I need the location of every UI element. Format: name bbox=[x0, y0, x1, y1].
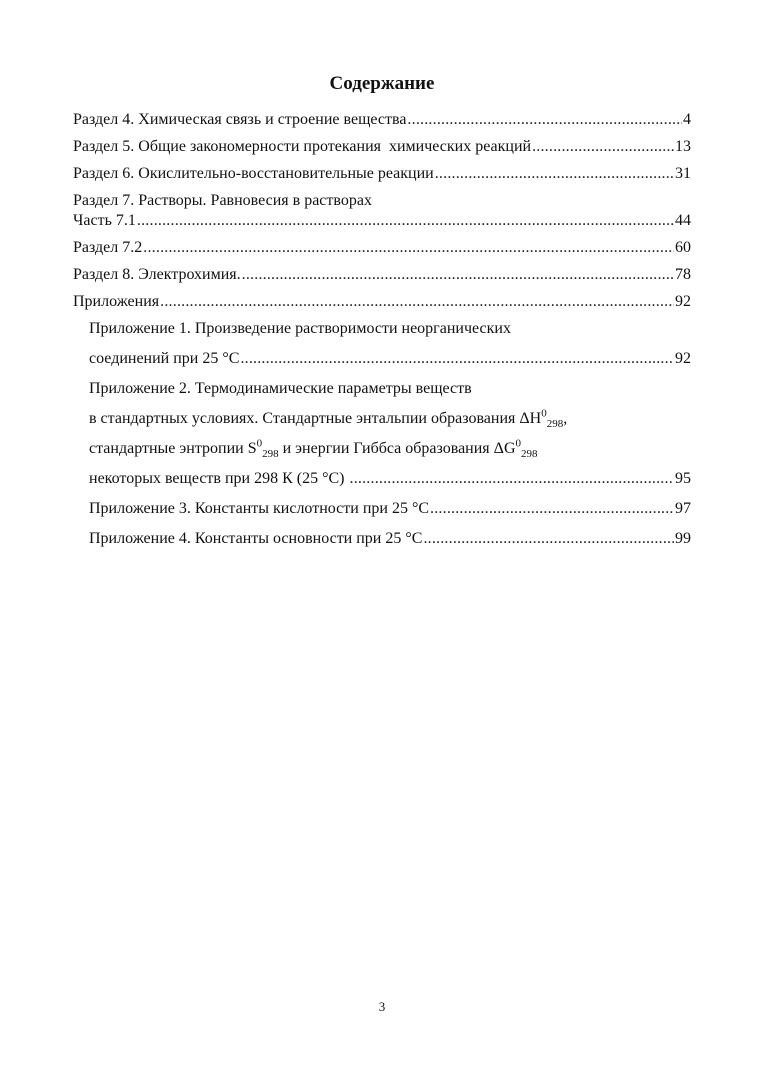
dot-leader bbox=[160, 292, 674, 312]
toc-entry-appendix-2-line-3 bbox=[73, 439, 691, 469]
superscript: 0 bbox=[256, 439, 263, 450]
dot-leader bbox=[137, 211, 674, 231]
toc-entry-part-7-1[interactable] bbox=[73, 211, 691, 238]
dot-leader bbox=[143, 238, 674, 258]
toc-entry-label: Раздел 8. Электрохимия. bbox=[73, 266, 241, 283]
dot-leader bbox=[240, 349, 674, 369]
toc-entry-label: Раздел 4. Химическая связь и строение вещества bbox=[73, 111, 407, 128]
text-run: стандартные энтропии S bbox=[89, 440, 257, 457]
toc-entry-appendix-4[interactable] bbox=[73, 529, 691, 559]
toc-page-number: 13 bbox=[675, 138, 691, 155]
dot-leader bbox=[423, 529, 674, 549]
toc-entry-label: Приложение 2. Термодинамические параметры веществ bbox=[89, 380, 472, 397]
toc-entry-label: Приложения bbox=[73, 293, 160, 310]
toc-entry-section-7[interactable] bbox=[73, 191, 691, 211]
superscript: 0 bbox=[541, 409, 547, 420]
toc-entry-label bbox=[89, 409, 567, 429]
toc-entry-appendix-2-line-4[interactable] bbox=[73, 469, 691, 499]
dot-leader bbox=[435, 164, 674, 184]
toc-entry-label: Приложение 3. Константы кислотности при 25 °C bbox=[89, 500, 430, 517]
dot-leader bbox=[350, 469, 675, 489]
page-number: 3 bbox=[378, 999, 386, 1014]
toc-entry-section-7-2[interactable] bbox=[73, 238, 691, 265]
dot-leader bbox=[407, 110, 682, 130]
toc-entry-label: некоторых веществ при 298 К (25 °C) bbox=[89, 470, 349, 487]
text-run: , bbox=[563, 410, 568, 427]
toc-entry-label: Часть 7.1 bbox=[73, 212, 136, 229]
toc-page-number: 99 bbox=[675, 530, 691, 547]
toc-page-number: 31 bbox=[675, 165, 691, 182]
toc-entry-appendix-2-line-2 bbox=[73, 409, 691, 439]
toc-entry-appendix-2[interactable] bbox=[73, 379, 691, 409]
toc-entry-section-8[interactable] bbox=[73, 265, 691, 292]
toc-entry-appendix-1-cont[interactable] bbox=[73, 349, 691, 379]
toc-entry-label: Раздел 7.2 bbox=[73, 239, 143, 256]
toc-page-number: 44 bbox=[675, 212, 691, 229]
toc-page-number: 60 bbox=[675, 239, 691, 256]
table-of-contents bbox=[73, 110, 691, 559]
dot-leader bbox=[532, 137, 674, 157]
page-title: Содержание bbox=[329, 73, 435, 94]
dot-leader bbox=[242, 265, 674, 285]
text-run: и энергии Гиббса образования ΔG bbox=[278, 440, 516, 457]
toc-page-number: 92 bbox=[675, 293, 691, 310]
toc-page-number: 92 bbox=[675, 350, 691, 367]
toc-entry-label: соединений при 25 °C bbox=[89, 350, 240, 367]
toc-page-number: 78 bbox=[675, 266, 691, 283]
toc-entry-appendix-1[interactable] bbox=[73, 319, 691, 349]
subscript: 298 bbox=[546, 418, 564, 431]
toc-entry-label: Приложение 1. Произведение растворимости неорганических bbox=[89, 320, 511, 337]
toc-entry-section-4[interactable] bbox=[73, 110, 691, 137]
toc-entry-label: Приложение 4. Константы основности при 25 °C bbox=[89, 530, 423, 547]
toc-page-number: 4 bbox=[683, 111, 691, 128]
subscript: 298 bbox=[262, 448, 279, 461]
toc-entry-label bbox=[89, 439, 538, 459]
toc-entry-label: Раздел 6. Окислительно-восстановительные реакции bbox=[73, 165, 434, 182]
toc-entry-appendix-3[interactable] bbox=[73, 499, 691, 529]
toc-entry-appendices[interactable] bbox=[73, 292, 691, 319]
superscript: 0 bbox=[515, 439, 521, 450]
toc-page-number: 97 bbox=[675, 500, 691, 517]
subscript: 298 bbox=[521, 448, 538, 461]
dot-leader bbox=[430, 499, 674, 519]
toc-entry-section-6[interactable] bbox=[73, 164, 691, 191]
toc-page-number: 95 bbox=[675, 470, 691, 487]
toc-entry-label: Раздел 7. Растворы. Равновесия в растворах bbox=[73, 192, 372, 209]
toc-entry-section-5[interactable] bbox=[73, 137, 691, 164]
text-run: в стандартных условиях. Стандартные энтальпии образования ΔH bbox=[89, 410, 542, 427]
toc-entry-label: Раздел 5. Общие закономерности протекания химических реакций bbox=[73, 138, 532, 155]
